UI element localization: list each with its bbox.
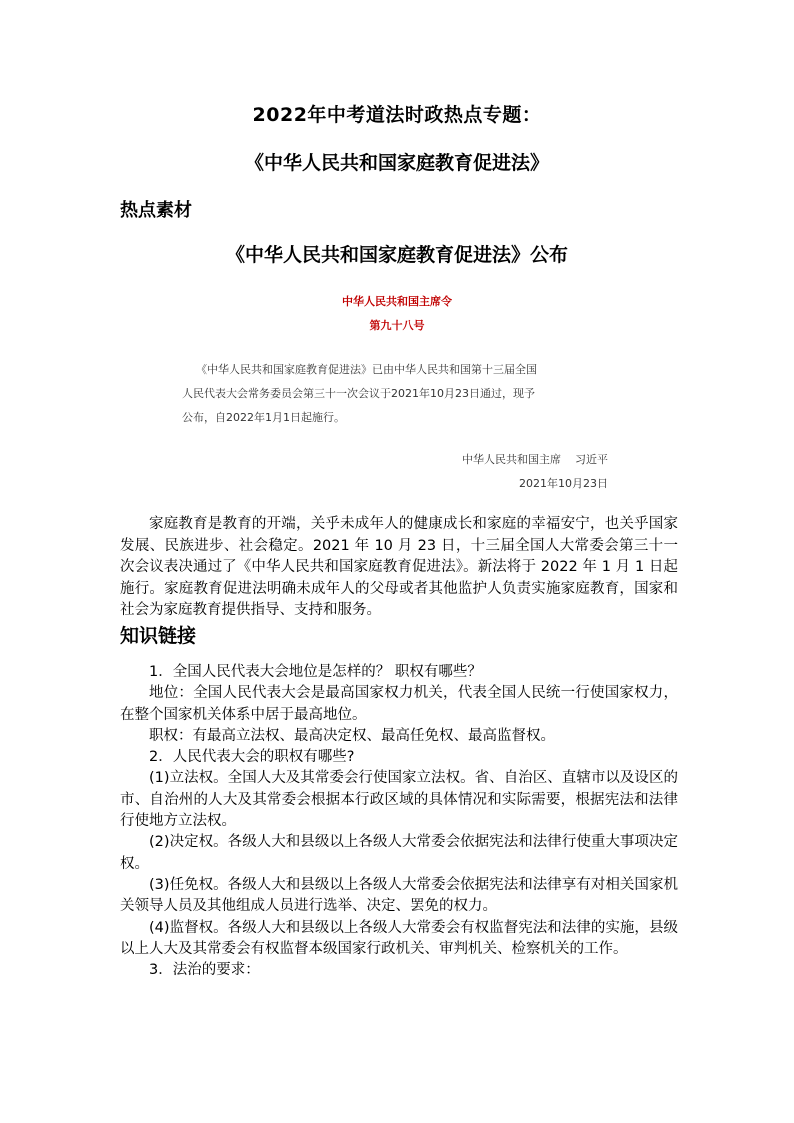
presidential-order-number: 第九十八号 [369, 319, 425, 332]
news-headline: 《中华人民共和国家庭教育促进法》公布 [225, 244, 568, 266]
knowledge-item: (1)立法权。全国人大及其常委会行使国家立法权。省、自治区、直辖市以及设区的市、自治州的人大及其常委会根据本行政区域的具体情况和实际需要，根据宪法和法律行使地方立法权。 [120, 770, 678, 830]
order-text-line-3: 公布，自2022年1月1日起施行。 [182, 411, 345, 424]
document-title-line1: 2022年中考道法时政热点专题： [252, 104, 542, 126]
order-date: 2021年10月23日 [519, 477, 608, 490]
order-text-line-1: 《中华人民共和国家庭教育促进法》已由中华人民共和国第十三届全国 [196, 363, 537, 376]
knowledge-item: 3．法治的要求： [149, 962, 260, 979]
document-title-line2: 《中华人民共和国家庭教育促进法》 [244, 152, 549, 174]
knowledge-list [120, 662, 678, 981]
knowledge-item: 职权：有最高立法权、最高决定权、最高任免权、最高监督权。 [149, 727, 555, 744]
presidential-order-issuer: 中华人民共和国主席令 [342, 295, 452, 308]
knowledge-item: 2．人民代表大会的职权有哪些? [149, 749, 355, 766]
order-signature: 中华人民共和国主席 习近平 [462, 453, 608, 466]
knowledge-item: (4)监督权。各级人大和县级以上各级人大常委会有权监督宪法和法律的实施，县级以上人大及其常委会有权监督本级国家行政机关、审判机关、检察机关的工作。 [120, 919, 678, 957]
knowledge-item: (3)任免权。各级人大和县级以上各级人大常委会依据宪法和法律享有对相关国家机关领导人员及其他组成人员进行选举、决定、罢免的权力。 [120, 876, 678, 915]
intro-paragraph [120, 514, 678, 622]
intro-paragraph-text: 家庭教育是教育的开端，关乎未成年人的健康成长和家庭的幸福安宁，也关乎国家发展、民族进步、社会稳定。2021 年 10 月 23 日，十三届全国人大常委会第三十一次会议表决通过了《中华人民共和国家庭教育促进法》。新法将于 2022 年 1 月 1 日起施行。家庭教育促进法明确未成年人的父母或者其他监护人负责实施家庭教育，国家和社会为家庭教育提供指导、支持和服务。 [120, 516, 678, 618]
section-heading-hot-material: 热点素材 [120, 200, 192, 221]
knowledge-item: 地位：全国人民代表大会是最高国家权力机关，代表全国人民统一行使国家权力，在整个国家机关体系中居于最高地位。 [120, 685, 678, 723]
section-heading-knowledge-link: 知识链接 [120, 625, 197, 647]
knowledge-item: 1．全国人民代表大会地位是怎样的？ 职权有哪些？ [149, 664, 482, 680]
order-text-line-2: 人民代表大会常务委员会第三十一次会议于2021年10月23日通过，现予 [182, 387, 535, 400]
knowledge-item: (2)决定权。各级人大和县级以上各级人大常委会依据宪法和法律行使重大事项决定权。 [120, 834, 678, 872]
